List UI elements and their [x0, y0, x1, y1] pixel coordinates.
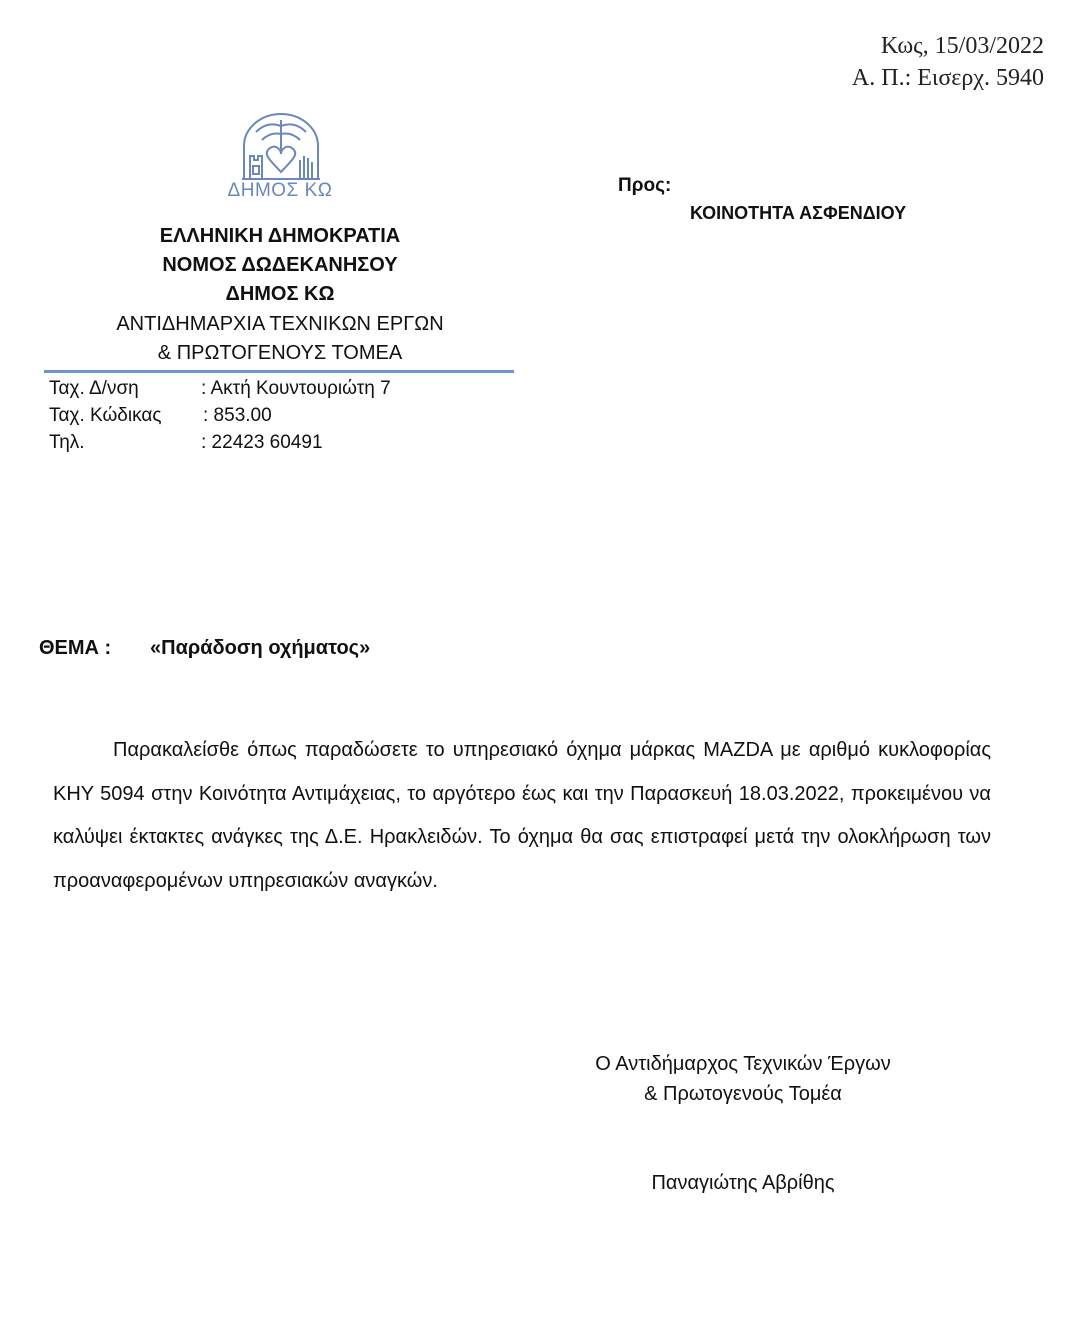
phone-value: : 22423 60491	[201, 432, 323, 453]
signatory-name: Παναγιώτης Αβρίθης	[651, 1172, 835, 1194]
postal-code-value: : 853.00	[203, 405, 272, 426]
address-value: : Ακτή Κουντουριώτη 7	[201, 378, 391, 399]
phone-label: Τηλ.	[49, 432, 85, 453]
recipient-label: Προς:	[618, 175, 672, 196]
letter-body: Παρακαλείσθε όπως παραδώσετε το υπηρεσιακό όχημα μάρκας MAZDA με αριθμό κυκλοφορίας ΚΗΥ 5094 στην Κοινότητα Αντιμάχειας, το αργότερο έως και την Παρασκευή 18.03.2022, προκειμένου να καλύψει έκτακτες ανάγκες της Δ.Ε. Ηρακλειδών. Το όχημα θα σας επιστραφεί μετά την ολοκλήρωση των προαναφερομένων υπηρεσιακών αναγκών.	[53, 739, 991, 892]
address-label: Ταχ. Δ/νση	[49, 378, 139, 399]
document-date: Κως, 15/03/2022	[880, 33, 1044, 59]
header-divider	[44, 370, 514, 373]
sender-line-department: ΑΝΤΙΔΗΜΑΡΧΙΑ ΤΕΧΝΙΚΩΝ ΕΡΓΩΝ	[116, 313, 444, 335]
sender-line-municipality: ΔΗΜΟΣ ΚΩ	[225, 283, 335, 305]
postal-code-label: Ταχ. Κώδικας	[49, 405, 162, 426]
recipient-name: ΚΟΙΝΟΤΗΤΑ ΑΣΦΕΝΔΙΟΥ	[690, 203, 907, 223]
signatory-title-line2: & Πρωτογενούς Τομέα	[644, 1083, 842, 1105]
subject-text: «Παράδοση οχήματος»	[150, 637, 371, 659]
logo-caption: ΔΗΜΟΣ ΚΩ	[227, 180, 333, 201]
document-header-right	[852, 30, 1044, 94]
subject-label: ΘΕΜΑ :	[39, 637, 112, 659]
sender-line-prefecture: ΝΟΜΟΣ ΔΩΔΕΚΑΝΗΣΟΥ	[162, 254, 398, 276]
sender-line-republic: ΕΛΛΗΝΙΚΗ ΔΗΜΟΚΡΑΤΙΑ	[159, 225, 401, 247]
municipality-logo-icon	[240, 112, 322, 182]
sender-line-sector: & ΠΡΩΤΟΓΕΝΟΥΣ ΤΟΜΕΑ	[157, 342, 403, 364]
protocol-number: Α. Π.: Εισερχ. 5940	[851, 65, 1044, 91]
signatory-title-line1: Ο Αντιδήμαρχος Τεχνικών Έργων	[595, 1053, 891, 1075]
